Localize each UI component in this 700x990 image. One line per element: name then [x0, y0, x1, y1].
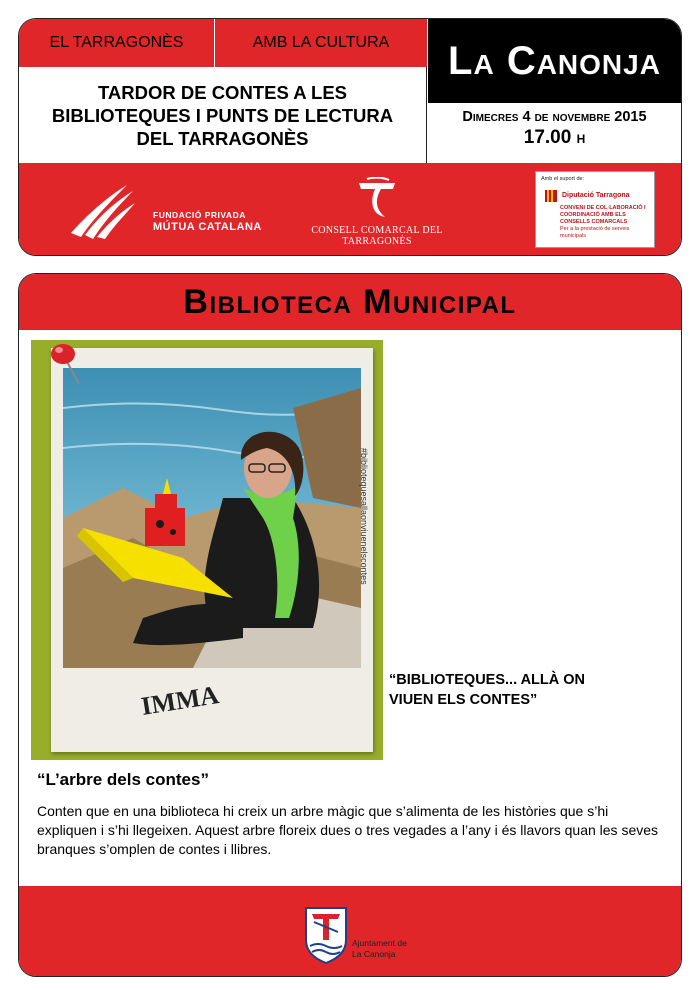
campaign-quote — [389, 670, 669, 710]
event-time-unit: h — [576, 128, 586, 147]
event-date: Dimecres 4 de novembre 2015 — [462, 109, 647, 125]
ajuntament-logo — [304, 906, 414, 966]
mutua-line1: FUNDACIÓ PRIVADA — [153, 210, 246, 220]
story-title: “L’arbre dels contes” — [37, 770, 209, 789]
event-time-value: 17.00 — [523, 127, 572, 148]
library-card — [18, 273, 682, 977]
region-tag: EL TARRAGONÈS — [19, 19, 215, 67]
mutua-line2: MÚTUA CATALANA — [153, 221, 262, 233]
story-description: Conten que en una biblioteca hi creix un arbre màgic que s’alimenta de les històries que s’hi expliquen i s’hi llegeixen. Aquest arbre floreix dues o tres vegades a l’any i és llavors quan les seves branques s’omplen de contes i llibres. — [37, 803, 659, 857]
diputacio-purpose: Per a la prestació de serveis municipals — [560, 226, 630, 239]
diputacio-emblem-icon — [544, 189, 558, 203]
mutua-swoosh-icon — [67, 181, 137, 241]
sponsor-band — [19, 163, 681, 255]
ajuntament-line2: La Canonja — [352, 949, 396, 959]
diputacio-conveni: CONVENI DE COL·LABORACIÓ I COORDINACIÓ AMB ELS CONSELLS COMARCALS — [560, 205, 646, 225]
consell-name: CONSELL COMARCAL DEL TARRAGONÈS — [311, 225, 443, 247]
footer-band — [19, 886, 681, 976]
ajuntament-name — [352, 938, 407, 960]
diputacio-support-box — [535, 171, 655, 248]
support-label: Amb el suport de: — [541, 176, 585, 182]
quote-line: VIUEN ELS CONTES” — [389, 692, 538, 708]
library-title: Biblioteca Municipal — [183, 282, 517, 321]
polaroid-card — [51, 348, 373, 752]
consell-t-icon — [355, 177, 399, 223]
library-header — [19, 274, 681, 330]
photo-frame — [31, 340, 383, 760]
place-title: La Canonja — [428, 19, 681, 103]
la-canonja-shield-icon — [304, 906, 348, 964]
event-title-line: TARDOR DE CONTES A LES — [97, 81, 348, 103]
event-datetime — [428, 103, 681, 163]
quote-line: “BIBLIOTEQUES... ALLÀ ON — [389, 672, 586, 688]
event-title-line: BIBLIOTEQUES I PUNTS DE LECTURA — [51, 104, 394, 126]
culture-tag: AMB LA CULTURA — [215, 19, 427, 67]
storyteller-illustration — [63, 368, 361, 668]
event-title — [19, 67, 427, 163]
event-title-line: DEL TARRAGONÈS — [136, 127, 309, 149]
photo-caption-name: IMMA — [139, 680, 221, 721]
storyteller-photo — [63, 368, 361, 668]
diputacio-name: Diputació Tarragona — [562, 192, 630, 199]
hashtag: #bibliotequesallaonviuenelscontes — [359, 448, 369, 585]
consell-comarcal-logo — [287, 177, 467, 247]
push-pin-icon — [45, 340, 85, 390]
mutua-catalana-logo — [67, 181, 267, 241]
event-time — [428, 127, 681, 149]
ajuntament-line1: Ajuntament de — [352, 938, 407, 948]
event-info-card — [18, 18, 682, 256]
